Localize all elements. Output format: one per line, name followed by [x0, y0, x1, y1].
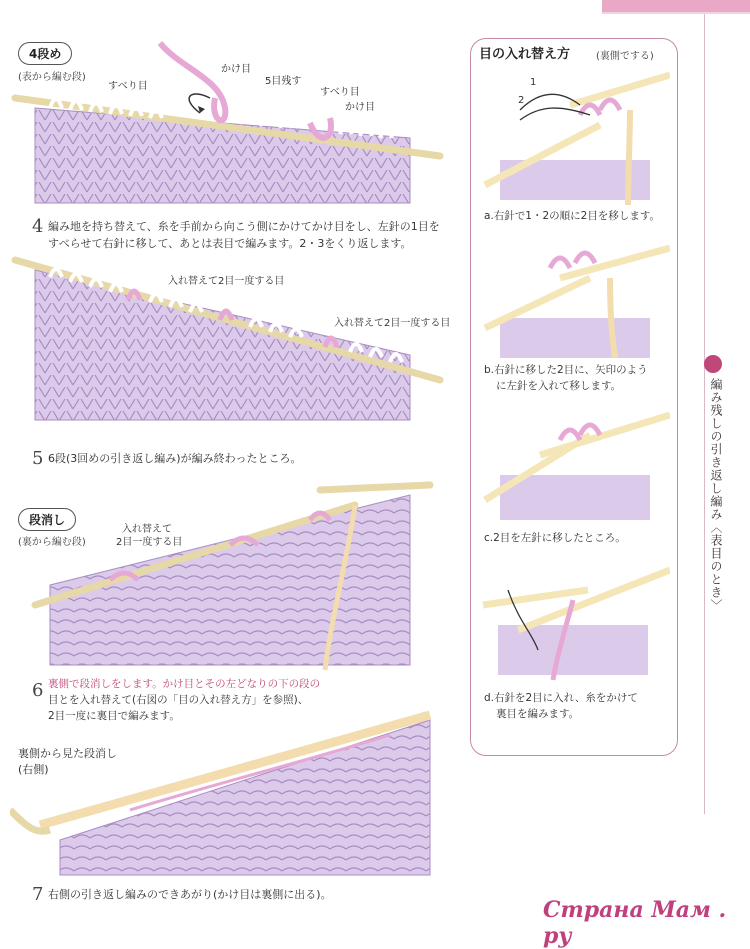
- step-7-text: 右側の引き返し編みのできあがり(かけ目は裏側に出る)。: [48, 888, 332, 901]
- swap-step-d-2: 裏目を編みます。: [496, 708, 580, 720]
- step-7-number: 7: [32, 884, 44, 905]
- label-swap-1: 入れ替えて2目一度する目: [168, 276, 285, 287]
- step-4-number: 4: [32, 216, 44, 237]
- label-bind-swap-1: 入れ替えて: [122, 524, 172, 535]
- side-divider: [704, 14, 705, 814]
- step-6-number: 6: [32, 680, 44, 701]
- side-title-dot: [704, 355, 722, 373]
- swap-diagram-c: [480, 405, 670, 525]
- swap-method-title: 目の入れ替え方: [479, 47, 571, 62]
- step-4-text-2: すべらせて右針に移して、あとは表目で編みます。2・3をくり返します。: [48, 237, 412, 250]
- step-5-number: 5: [32, 448, 44, 469]
- label-swap-2: 入れ替えて2目一度する目: [334, 318, 451, 329]
- arrow-label-2: 2: [518, 95, 525, 106]
- back-title-2: (右側): [18, 763, 49, 776]
- swap-step-b-2: に左針を入れて移します。: [496, 380, 622, 392]
- label-slip-stitch-2: すべり目: [320, 87, 360, 98]
- swap-step-a: a.右針で1・2の順に2目を移します。: [484, 210, 660, 222]
- watermark: Страна Мам . ру: [543, 897, 727, 949]
- step-4-text-1: 編み地を持ち替えて、糸を手前から向こう側にかけてかけ目をし、左針の1目を: [48, 220, 440, 233]
- row4-tag: 4段め: [18, 42, 72, 65]
- label-yarnover-2: かけ目: [345, 102, 375, 113]
- swap-method-subtitle: (裏側でする): [596, 51, 654, 62]
- label-leave-5: 5目残す: [265, 76, 302, 87]
- bind-knitting-diagram: [10, 475, 450, 675]
- step-6-text-3: 2目一度に裏目で編みます。: [48, 710, 180, 722]
- swap-diagram-b: [480, 238, 670, 358]
- bind-subtitle: (裏から編む段): [18, 537, 86, 548]
- top-accent-line: [602, 12, 750, 14]
- back-title-1: 裏側から見た段消し: [18, 747, 117, 760]
- step-5-text: 6段(3回めの引き返し編み)が編み終わったところ。: [48, 452, 302, 465]
- top-accent-bar: [602, 0, 750, 12]
- label-bind-swap-2: 2目一度する目: [116, 537, 183, 548]
- side-vertical-title: 編み残しの引き返し編み〈表目のとき〉: [709, 378, 723, 612]
- label-slip-stitch-1: すべり目: [108, 81, 148, 92]
- swap-diagram-a: [480, 70, 670, 205]
- step-6-line-1: 裏側で段消しをします。かけ目とその左どなりの下の段の: [48, 678, 321, 690]
- step-6-text-2: 目とを入れ替えて(右図の「目の入れ替え方」を参照)、: [48, 694, 309, 706]
- arrow-label-1: 1: [530, 77, 537, 88]
- swap-step-c: c.2目を左針に移したところ。: [484, 532, 626, 544]
- row4-subtitle: (表から編む段): [18, 72, 86, 83]
- swap-step-b-1: b.右針に移した2目に、矢印のよう: [484, 364, 648, 376]
- bind-tag: 段消し: [18, 508, 76, 531]
- back-knitting-diagram: [10, 690, 450, 880]
- swap-step-d-1: d.右針を2目に入れ、糸をかけて: [484, 692, 638, 704]
- swap-diagram-d: [478, 560, 670, 685]
- label-yarnover-1: かけ目: [221, 64, 251, 75]
